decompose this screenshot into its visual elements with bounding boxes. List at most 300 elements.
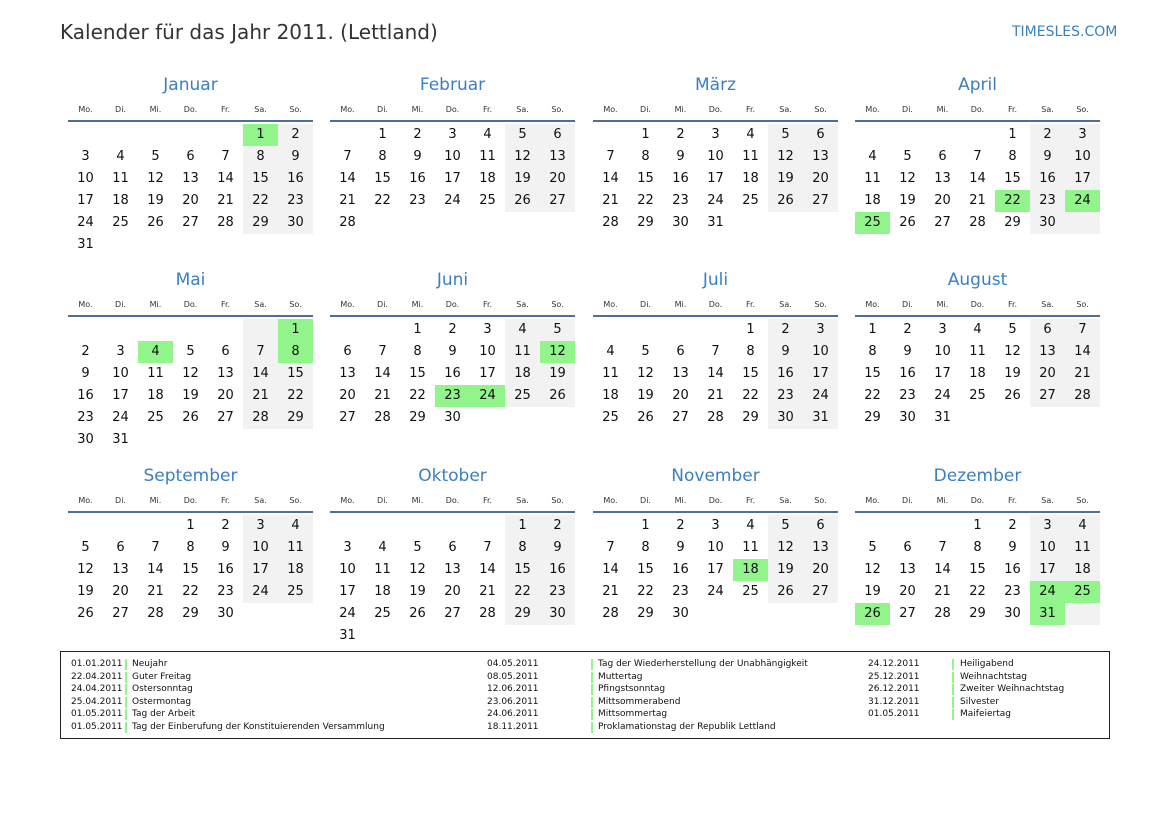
weekday-header bbox=[68, 296, 313, 314]
day-cell: 19 bbox=[409, 584, 426, 599]
weekday-label: Sa. bbox=[779, 105, 792, 114]
day-cell: 20 bbox=[112, 584, 129, 599]
day-cell: 14 bbox=[602, 171, 619, 186]
week-row bbox=[593, 559, 838, 581]
day-cell: 7 bbox=[606, 149, 615, 164]
week-row bbox=[855, 515, 1100, 537]
day-cell: 23 bbox=[77, 410, 94, 425]
day-cell: 9 bbox=[540, 537, 575, 559]
day-cell: 10 bbox=[1030, 537, 1065, 559]
page-title: Kalender für das Jahr 2011. (Lettland) bbox=[60, 20, 438, 44]
holiday-date: 24.12.2011 bbox=[868, 659, 920, 669]
day-cell: 9 bbox=[1030, 146, 1065, 168]
week-row bbox=[330, 124, 575, 146]
week-row bbox=[855, 212, 1100, 234]
day-cell: 19 bbox=[182, 388, 199, 403]
day-cell: 13 bbox=[803, 537, 838, 559]
day-cell: 21 bbox=[339, 193, 356, 208]
holiday-name: Ostersonntag bbox=[132, 684, 193, 695]
day-cell: 17 bbox=[112, 388, 129, 403]
day-cell: 13 bbox=[112, 562, 129, 577]
month-name: September bbox=[143, 466, 238, 486]
weekday-label: Sa. bbox=[516, 496, 529, 505]
weekday-label: So. bbox=[1076, 496, 1089, 505]
day-cell: 25 bbox=[112, 215, 129, 230]
day-cell: 31 bbox=[1030, 603, 1065, 625]
day-cell: 28 bbox=[1065, 385, 1100, 407]
day-cell: 29 bbox=[182, 606, 199, 621]
day-cell: 12 bbox=[182, 366, 199, 381]
empty-cell bbox=[435, 515, 470, 537]
day-cell: 30 bbox=[1004, 606, 1021, 621]
weekday-label: Fr. bbox=[745, 496, 756, 505]
day-cell: 9 bbox=[768, 341, 803, 363]
weekday-label: Di. bbox=[640, 496, 651, 505]
week-row bbox=[855, 537, 1100, 559]
day-cell: 12 bbox=[637, 366, 654, 381]
weekday-header bbox=[593, 492, 838, 510]
day-cell: 4 bbox=[378, 540, 387, 555]
holiday-marker bbox=[125, 659, 127, 670]
weekday-label: Fr. bbox=[1007, 300, 1018, 309]
day-cell: 30 bbox=[540, 603, 575, 625]
week-row bbox=[330, 581, 575, 603]
week-row bbox=[593, 407, 838, 429]
empty-cell bbox=[698, 319, 733, 341]
day-cell: 9 bbox=[413, 149, 422, 164]
holiday-date: 24.04.2011 bbox=[71, 684, 123, 695]
day-cell: 24 bbox=[803, 385, 838, 407]
day-cell: 16 bbox=[444, 366, 461, 381]
weekday-label: So. bbox=[289, 300, 302, 309]
day-cell: 3 bbox=[938, 322, 947, 337]
day-cell: 25 bbox=[479, 193, 496, 208]
empty-cell bbox=[995, 407, 1030, 429]
day-cell: 22 bbox=[864, 388, 881, 403]
day-cell: 3 bbox=[343, 540, 352, 555]
month-9 bbox=[68, 463, 313, 625]
day-cell: 21 bbox=[374, 388, 391, 403]
day-cell: 11 bbox=[969, 344, 986, 359]
day-cell: 12 bbox=[1004, 344, 1021, 359]
day-cell: 23 bbox=[672, 584, 689, 599]
day-cell: 12 bbox=[77, 562, 94, 577]
day-cell: 15 bbox=[505, 559, 540, 581]
day-cell: 13 bbox=[444, 562, 461, 577]
holiday-name: Tag der Wiederherstellung der Unabhängigkeit bbox=[598, 659, 808, 669]
empty-cell bbox=[330, 319, 365, 341]
month-7 bbox=[593, 267, 838, 429]
day-cell: 11 bbox=[742, 540, 759, 555]
day-cell: 27 bbox=[112, 606, 129, 621]
day-cell: 20 bbox=[803, 168, 838, 190]
day-cell: 1 bbox=[868, 322, 877, 337]
day-cell: 18 bbox=[969, 366, 986, 381]
holiday-name: Mittsommertag bbox=[598, 709, 668, 720]
weekday-label: Do. bbox=[970, 300, 985, 309]
weekday-label: Do. bbox=[708, 300, 723, 309]
weekday-label: Mo. bbox=[603, 496, 618, 505]
weekday-header bbox=[68, 101, 313, 119]
day-cell: 7 bbox=[1065, 319, 1100, 341]
empty-cell bbox=[243, 319, 278, 341]
day-cell: 10 bbox=[339, 562, 356, 577]
weekday-label: Mi. bbox=[149, 300, 162, 309]
holiday-date: 01.05.2011 bbox=[71, 722, 123, 732]
day-cell: 2 bbox=[221, 518, 230, 533]
holiday-date: 25.12.2011 bbox=[868, 671, 920, 682]
weekday-header bbox=[855, 296, 1100, 314]
weekday-label: Fr. bbox=[482, 496, 493, 505]
day-cell: 30 bbox=[1030, 212, 1065, 234]
holiday-marker bbox=[125, 697, 127, 708]
day-cell: 7 bbox=[378, 344, 387, 359]
weekday-label: Di. bbox=[902, 496, 913, 505]
day-cell: 11 bbox=[602, 366, 619, 381]
day-cell: 23 bbox=[768, 385, 803, 407]
day-cell: 19 bbox=[637, 388, 654, 403]
holiday-marker bbox=[952, 672, 954, 683]
week-row bbox=[330, 168, 575, 190]
day-cell: 5 bbox=[768, 124, 803, 146]
week-row bbox=[855, 363, 1100, 385]
day-cell: 17 bbox=[479, 366, 496, 381]
day-cell: 18 bbox=[374, 584, 391, 599]
day-cell: 4 bbox=[483, 127, 492, 142]
week-row bbox=[68, 234, 313, 256]
weekday-label: Fr. bbox=[1007, 105, 1018, 114]
day-cell: 6 bbox=[116, 540, 125, 555]
weekday-label: Mi. bbox=[936, 300, 949, 309]
empty-cell bbox=[400, 212, 435, 234]
weekday-label: Sa. bbox=[1041, 300, 1054, 309]
day-cell: 29 bbox=[742, 410, 759, 425]
month-1 bbox=[68, 72, 313, 256]
weekday-label: Do. bbox=[708, 105, 723, 114]
holiday-name: Guter Freitag bbox=[132, 671, 192, 682]
day-cell: 8 bbox=[973, 540, 982, 555]
week-row bbox=[68, 559, 313, 581]
holiday-marker bbox=[125, 684, 127, 695]
day-cell: 15 bbox=[742, 366, 759, 381]
day-cell: 5 bbox=[641, 344, 650, 359]
header-rule bbox=[593, 511, 838, 513]
day-cell: 9 bbox=[448, 344, 457, 359]
day-cell: 1 bbox=[973, 518, 982, 533]
month-name: April bbox=[958, 75, 997, 95]
day-cell: 31 bbox=[803, 407, 838, 429]
weekday-label: Sa. bbox=[1041, 105, 1054, 114]
holiday-date: 12.06.2011 bbox=[487, 684, 539, 695]
day-cell: 5 bbox=[768, 515, 803, 537]
day-cell: 12 bbox=[864, 562, 881, 577]
day-cell: 7 bbox=[243, 341, 278, 363]
month-2 bbox=[330, 72, 575, 234]
empty-cell bbox=[890, 124, 925, 146]
day-cell: 14 bbox=[479, 562, 496, 577]
day-cell: 3 bbox=[1065, 124, 1100, 146]
week-row bbox=[593, 581, 838, 603]
weekday-label: Di. bbox=[640, 300, 651, 309]
day-cell: 11 bbox=[864, 171, 881, 186]
empty-cell bbox=[803, 603, 838, 625]
empty-cell bbox=[330, 124, 365, 146]
weekday-label: Mo. bbox=[340, 300, 355, 309]
week-row bbox=[593, 190, 838, 212]
weekday-label: So. bbox=[814, 105, 827, 114]
day-cell: 17 bbox=[243, 559, 278, 581]
day-cell: 19 bbox=[768, 559, 803, 581]
week-row bbox=[330, 603, 575, 625]
day-cell: 24 bbox=[707, 584, 724, 599]
day-cell: 21 bbox=[602, 584, 619, 599]
day-cell: 25 bbox=[1065, 581, 1100, 603]
empty-cell bbox=[505, 625, 540, 647]
day-cell: 29 bbox=[278, 407, 313, 429]
day-cell: 1 bbox=[1008, 127, 1017, 142]
day-cell: 7 bbox=[938, 540, 947, 555]
week-row bbox=[855, 319, 1100, 341]
empty-cell bbox=[470, 515, 505, 537]
weekday-label: So. bbox=[814, 496, 827, 505]
empty-cell bbox=[243, 603, 278, 625]
day-cell: 19 bbox=[899, 193, 916, 208]
week-row bbox=[593, 603, 838, 625]
empty-cell bbox=[68, 319, 103, 341]
weekday-label: Mo. bbox=[78, 300, 93, 309]
day-cell: 29 bbox=[637, 606, 654, 621]
weekday-label: Mi. bbox=[149, 105, 162, 114]
week-row bbox=[68, 146, 313, 168]
holiday-marker bbox=[591, 684, 593, 695]
day-cell: 4 bbox=[606, 344, 615, 359]
weekday-label: Do. bbox=[183, 300, 198, 309]
holiday-marker bbox=[591, 659, 593, 670]
weekday-label: Di. bbox=[377, 496, 388, 505]
empty-cell bbox=[103, 124, 138, 146]
empty-cell bbox=[173, 429, 208, 451]
weekday-label: Fr. bbox=[482, 300, 493, 309]
day-cell: 10 bbox=[479, 344, 496, 359]
empty-cell bbox=[138, 429, 173, 451]
weekday-label: Do. bbox=[970, 496, 985, 505]
empty-cell bbox=[540, 212, 575, 234]
day-cell: 25 bbox=[147, 410, 164, 425]
day-cell: 1 bbox=[413, 322, 422, 337]
weekday-label: Do. bbox=[445, 105, 460, 114]
day-cell: 6 bbox=[343, 344, 352, 359]
month-name: Oktober bbox=[418, 466, 487, 486]
empty-cell bbox=[173, 234, 208, 256]
day-cell: 26 bbox=[540, 385, 575, 407]
week-row bbox=[68, 603, 313, 625]
day-cell: 24 bbox=[444, 193, 461, 208]
day-cell: 3 bbox=[483, 322, 492, 337]
day-cell: 22 bbox=[505, 581, 540, 603]
empty-cell bbox=[803, 212, 838, 234]
day-cell: 2 bbox=[676, 127, 685, 142]
day-cell: 12 bbox=[147, 171, 164, 186]
week-row bbox=[330, 385, 575, 407]
day-cell: 10 bbox=[707, 540, 724, 555]
day-cell: 29 bbox=[969, 606, 986, 621]
day-cell: 28 bbox=[374, 410, 391, 425]
day-cell: 18 bbox=[864, 193, 881, 208]
day-cell: 11 bbox=[278, 537, 313, 559]
day-cell: 24 bbox=[339, 606, 356, 621]
empty-cell bbox=[663, 319, 698, 341]
month-name: Februar bbox=[419, 75, 486, 95]
day-cell: 24 bbox=[77, 215, 94, 230]
day-cell: 15 bbox=[278, 363, 313, 385]
weekday-label: Do. bbox=[445, 496, 460, 505]
day-cell: 27 bbox=[899, 606, 916, 621]
week-row bbox=[68, 341, 313, 363]
empty-cell bbox=[925, 515, 960, 537]
day-cell: 20 bbox=[540, 168, 575, 190]
empty-cell bbox=[733, 212, 768, 234]
day-cell: 14 bbox=[969, 171, 986, 186]
day-cell: 30 bbox=[899, 410, 916, 425]
holiday-date: 04.05.2011 bbox=[487, 659, 539, 669]
day-cell: 15 bbox=[864, 366, 881, 381]
day-cell: 16 bbox=[672, 562, 689, 577]
day-cell: 15 bbox=[969, 562, 986, 577]
holiday-marker bbox=[952, 684, 954, 695]
empty-cell bbox=[103, 234, 138, 256]
empty-cell bbox=[138, 515, 173, 537]
empty-cell bbox=[505, 407, 540, 429]
day-cell: 19 bbox=[77, 584, 94, 599]
day-cell: 28 bbox=[339, 215, 356, 230]
empty-cell bbox=[208, 319, 243, 341]
weekday-header bbox=[855, 492, 1100, 510]
day-cell: 20 bbox=[672, 388, 689, 403]
day-cell: 26 bbox=[768, 581, 803, 603]
empty-cell bbox=[103, 515, 138, 537]
day-cell: 4 bbox=[278, 515, 313, 537]
weekday-label: Di. bbox=[902, 300, 913, 309]
day-cell: 14 bbox=[934, 562, 951, 577]
weekday-label: Mi. bbox=[936, 105, 949, 114]
empty-cell bbox=[365, 625, 400, 647]
day-cell: 23 bbox=[540, 581, 575, 603]
day-cell: 22 bbox=[409, 388, 426, 403]
day-cell: 28 bbox=[217, 215, 234, 230]
holiday-date: 26.12.2011 bbox=[868, 684, 920, 695]
week-row bbox=[68, 581, 313, 603]
empty-cell bbox=[173, 319, 208, 341]
weekday-header bbox=[593, 296, 838, 314]
weekday-header bbox=[68, 492, 313, 510]
holiday-name: Heiligabend bbox=[960, 659, 1014, 669]
day-cell: 4 bbox=[973, 322, 982, 337]
month-5 bbox=[68, 267, 313, 451]
empty-cell bbox=[208, 124, 243, 146]
week-row bbox=[855, 146, 1100, 168]
holiday-marker bbox=[125, 709, 127, 720]
day-cell: 14 bbox=[217, 171, 234, 186]
holiday-name: Pfingstsonntag bbox=[598, 684, 666, 695]
day-cell: 21 bbox=[243, 385, 278, 407]
day-cell: 30 bbox=[768, 407, 803, 429]
day-cell: 7 bbox=[973, 149, 982, 164]
day-cell: 5 bbox=[413, 540, 422, 555]
week-row bbox=[330, 146, 575, 168]
day-cell: 25 bbox=[505, 385, 540, 407]
week-row bbox=[855, 190, 1100, 212]
weekday-label: Mo. bbox=[340, 496, 355, 505]
weekday-label: Mi. bbox=[674, 496, 687, 505]
empty-cell bbox=[400, 515, 435, 537]
empty-cell bbox=[768, 603, 803, 625]
day-cell: 20 bbox=[803, 559, 838, 581]
day-cell: 18 bbox=[479, 171, 496, 186]
day-cell: 6 bbox=[221, 344, 230, 359]
empty-cell bbox=[365, 319, 400, 341]
day-cell: 4 bbox=[746, 127, 755, 142]
day-cell: 27 bbox=[182, 215, 199, 230]
empty-cell bbox=[890, 515, 925, 537]
day-cell: 2 bbox=[413, 127, 422, 142]
empty-cell bbox=[593, 319, 628, 341]
day-cell: 28 bbox=[602, 606, 619, 621]
week-row bbox=[68, 537, 313, 559]
weekday-label: Mi. bbox=[411, 105, 424, 114]
weekday-label: Fr. bbox=[220, 105, 231, 114]
day-cell: 29 bbox=[243, 212, 278, 234]
day-cell: 10 bbox=[707, 149, 724, 164]
brand-link[interactable]: TIMESLES.COM bbox=[1012, 24, 1118, 40]
weekday-label: Fr. bbox=[482, 105, 493, 114]
month-name: Juni bbox=[436, 270, 469, 290]
weekday-header bbox=[593, 101, 838, 119]
day-cell: 22 bbox=[243, 190, 278, 212]
holiday-name: Neujahr bbox=[132, 659, 168, 669]
day-cell: 24 bbox=[112, 410, 129, 425]
week-row bbox=[68, 363, 313, 385]
weekday-label: So. bbox=[551, 496, 564, 505]
month-6 bbox=[330, 267, 575, 429]
weekday-label: Do. bbox=[970, 105, 985, 114]
day-cell: 16 bbox=[1030, 168, 1065, 190]
day-cell: 8 bbox=[746, 344, 755, 359]
day-cell: 8 bbox=[243, 146, 278, 168]
day-cell: 12 bbox=[768, 146, 803, 168]
holiday-name: Proklamationstag der Republik Lettland bbox=[598, 722, 776, 732]
empty-cell bbox=[960, 124, 995, 146]
day-cell: 26 bbox=[899, 215, 916, 230]
day-cell: 3 bbox=[1030, 515, 1065, 537]
day-cell: 19 bbox=[1004, 366, 1021, 381]
day-cell: 8 bbox=[505, 537, 540, 559]
day-cell: 19 bbox=[505, 168, 540, 190]
day-cell: 13 bbox=[672, 366, 689, 381]
month-10 bbox=[330, 463, 575, 647]
empty-cell bbox=[540, 625, 575, 647]
month-11 bbox=[593, 463, 838, 625]
day-cell: 15 bbox=[637, 171, 654, 186]
day-cell: 24 bbox=[707, 193, 724, 208]
day-cell: 5 bbox=[505, 124, 540, 146]
empty-cell bbox=[698, 603, 733, 625]
day-cell: 20 bbox=[339, 388, 356, 403]
week-row bbox=[855, 581, 1100, 603]
day-cell: 16 bbox=[77, 388, 94, 403]
empty-cell bbox=[68, 124, 103, 146]
week-row bbox=[68, 190, 313, 212]
day-cell: 2 bbox=[903, 322, 912, 337]
